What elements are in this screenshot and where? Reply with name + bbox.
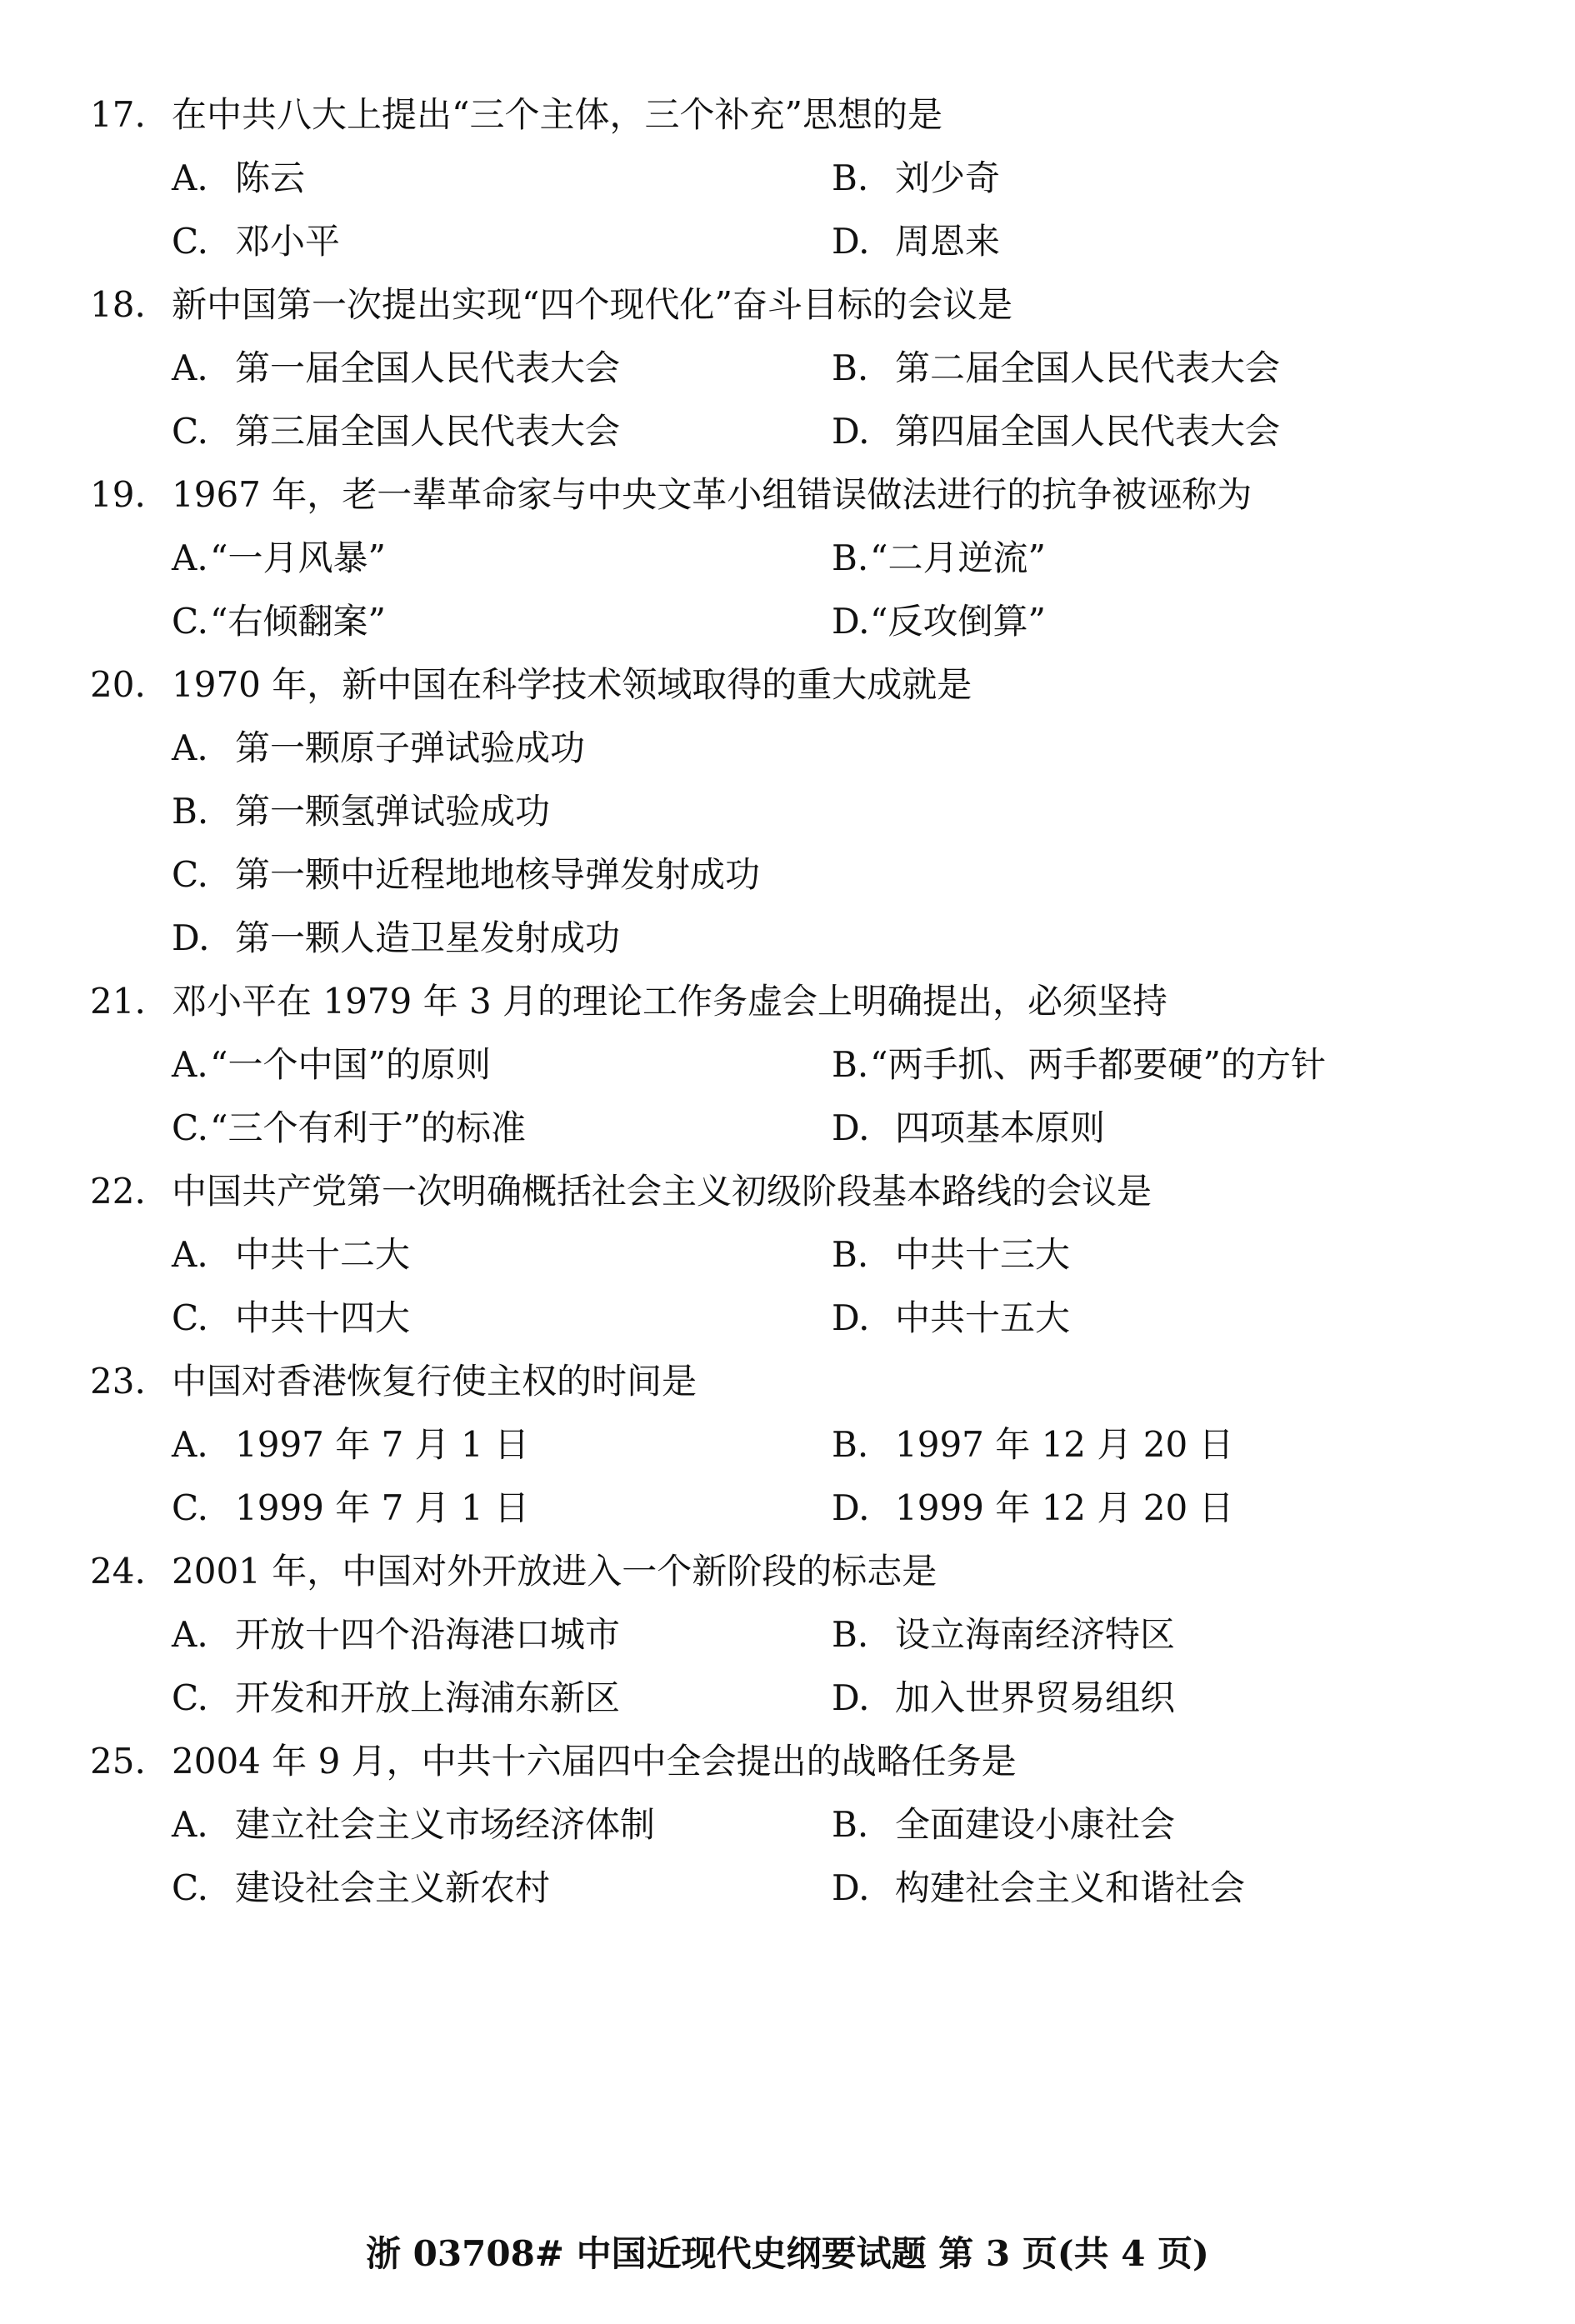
option-text: 建立社会主义市场经济体制	[235, 1804, 656, 1845]
option-text: 四项基本原则	[895, 1107, 1106, 1148]
option-a	[172, 527, 386, 590]
option-row	[90, 400, 1507, 463]
question-22	[90, 1160, 1507, 1350]
question-text: 1967 年，老一辈革命家与中央文革小组错误做法进行的抗争被诬称为	[172, 474, 1252, 515]
option-letter: A.	[172, 1614, 208, 1655]
option-c	[172, 1097, 526, 1160]
question-number: 22.	[90, 1171, 146, 1212]
question-stem	[90, 1540, 1507, 1603]
question-number: 19.	[90, 474, 146, 515]
question-text: 2001 年，中国对外开放进入一个新阶段的标志是	[172, 1551, 938, 1592]
option-letter: B.	[832, 1804, 869, 1845]
option-letter: D.	[832, 1107, 870, 1148]
option-row	[90, 843, 1507, 907]
question-stem	[90, 463, 1507, 527]
option-c	[172, 843, 760, 907]
option-text: 邓小平	[235, 221, 341, 262]
option-text: 1997 年 12 月 20 日	[895, 1424, 1234, 1465]
option-b	[832, 1413, 1234, 1477]
option-text: 1997 年 7 月 1 日	[235, 1424, 530, 1465]
option-letter: C.	[172, 411, 208, 452]
question-stem	[90, 1160, 1507, 1223]
option-row	[90, 147, 1507, 210]
option-c	[172, 1667, 620, 1730]
question-text: 1970 年，新中国在科学技术领域取得的重大成就是	[172, 664, 972, 705]
option-c	[172, 400, 620, 463]
option-d	[832, 210, 1000, 273]
option-text: “两手抓、两手都要硬”的方针	[870, 1044, 1326, 1085]
option-b	[832, 1223, 1070, 1287]
option-letter: B.	[832, 537, 869, 578]
option-a	[172, 337, 620, 400]
question-19	[90, 463, 1507, 653]
option-text: 开放十四个沿海港口城市	[235, 1614, 621, 1655]
option-letter: A.	[172, 157, 208, 198]
option-d	[832, 1097, 1105, 1160]
option-text: 1999 年 12 月 20 日	[895, 1487, 1234, 1528]
option-letter: D.	[832, 411, 870, 452]
option-a	[172, 147, 305, 210]
question-stem	[90, 273, 1507, 337]
question-text: 在中共八大上提出“三个主体，三个补充”思想的是	[172, 94, 942, 135]
option-c	[172, 1287, 410, 1350]
option-row	[90, 210, 1507, 273]
option-row	[90, 1097, 1507, 1160]
option-letter: C.	[172, 1297, 208, 1338]
option-c	[172, 590, 386, 653]
page-footer: 浙 03708# 中国近现代史纲要试题 第 3 页(共 4 页)	[366, 2233, 1209, 2274]
option-letter: D.	[832, 1297, 870, 1338]
option-c	[172, 1477, 529, 1540]
option-text: 构建社会主义和谐社会	[895, 1867, 1246, 1908]
option-letter: C.	[172, 601, 208, 642]
option-b	[832, 1603, 1175, 1667]
option-letter: D.	[832, 1677, 870, 1718]
option-row	[90, 1033, 1507, 1097]
option-b	[832, 527, 1046, 590]
option-row	[90, 1287, 1507, 1350]
option-letter: B.	[832, 1044, 869, 1085]
option-text: 第一届全国人民代表大会	[235, 347, 621, 388]
option-row	[90, 907, 1507, 970]
option-letter: A.	[172, 347, 208, 388]
option-text: 1999 年 7 月 1 日	[235, 1487, 530, 1528]
question-number: 23.	[90, 1361, 146, 1402]
option-text: 第一颗氢弹试验成功	[235, 791, 551, 832]
option-letter: D.	[172, 917, 210, 958]
question-text: 中国共产党第一次明确概括社会主义初级阶段基本路线的会议是	[172, 1171, 1152, 1212]
option-text: 全面建设小康社会	[895, 1804, 1176, 1845]
question-17	[90, 83, 1507, 273]
option-text: “三个有利于”的标准	[210, 1107, 526, 1148]
option-text: 中共十四大	[235, 1297, 411, 1338]
question-stem	[90, 653, 1507, 717]
option-a	[172, 1603, 620, 1667]
option-text: 陈云	[235, 157, 306, 198]
option-row	[90, 1603, 1507, 1667]
question-25	[90, 1730, 1507, 1920]
option-letter: C.	[172, 1107, 208, 1148]
option-row	[90, 590, 1507, 653]
question-text: 新中国第一次提出实现“四个现代化”奋斗目标的会议是	[172, 284, 1012, 325]
option-letter: B.	[832, 1614, 869, 1655]
option-text: 开发和开放上海浦东新区	[235, 1677, 621, 1718]
option-letter: C.	[172, 1677, 208, 1718]
option-text: 加入世界贸易组织	[895, 1677, 1176, 1718]
option-text: 设立海南经济特区	[895, 1614, 1176, 1655]
question-stem	[90, 970, 1507, 1033]
option-letter: B.	[832, 1424, 869, 1465]
option-letter: D.	[832, 1867, 870, 1908]
question-number: 25.	[90, 1741, 146, 1782]
option-letter: A.	[172, 727, 208, 768]
question-stem	[90, 83, 1507, 147]
option-letter: A.	[172, 1804, 208, 1845]
option-c	[172, 1857, 550, 1920]
option-d	[832, 1667, 1175, 1730]
option-row	[90, 1793, 1507, 1857]
option-row	[90, 717, 1507, 780]
option-letter: B.	[172, 791, 209, 832]
option-a	[172, 1793, 655, 1857]
option-d	[832, 1287, 1070, 1350]
option-b	[172, 780, 550, 843]
option-a	[172, 1413, 529, 1477]
question-text: 2004 年 9 月，中共十六届四中全会提出的战略任务是	[172, 1741, 1017, 1782]
option-text: 中共十三大	[895, 1234, 1071, 1275]
question-number: 24.	[90, 1551, 146, 1592]
option-letter: A.	[172, 1424, 208, 1465]
option-letter: A.	[172, 537, 208, 578]
option-row	[90, 337, 1507, 400]
option-letter: C.	[172, 854, 208, 895]
option-b	[832, 1033, 1326, 1097]
option-letter: D.	[832, 221, 870, 262]
question-18	[90, 273, 1507, 463]
question-number: 21.	[90, 981, 146, 1022]
option-d	[832, 1477, 1234, 1540]
question-20	[90, 653, 1507, 970]
question-text: 中国对香港恢复行使主权的时间是	[172, 1361, 698, 1402]
option-row	[90, 1223, 1507, 1287]
option-b	[832, 1793, 1175, 1857]
option-d	[172, 907, 620, 970]
option-text: 中共十二大	[235, 1234, 411, 1275]
option-row	[90, 1667, 1507, 1730]
option-letter: C.	[172, 221, 208, 262]
option-letter: C.	[172, 1867, 208, 1908]
question-number: 17.	[90, 94, 146, 135]
option-text: “右倾翻案”	[210, 601, 386, 642]
question-21	[90, 970, 1507, 1160]
option-text: 第三届全国人民代表大会	[235, 411, 621, 452]
option-letter: D.	[832, 1487, 870, 1528]
question-stem	[90, 1350, 1507, 1413]
option-row	[90, 1413, 1507, 1477]
option-letter: A.	[172, 1234, 208, 1275]
option-text: 第一颗中近程地地核导弹发射成功	[235, 854, 761, 895]
option-text: 刘少奇	[895, 157, 1001, 198]
option-letter: B.	[832, 1234, 869, 1275]
option-text: 第一颗原子弹试验成功	[235, 727, 586, 768]
question-number: 20.	[90, 664, 146, 705]
option-letter: D.	[832, 601, 870, 642]
option-text: 第二届全国人民代表大会	[895, 347, 1281, 388]
option-text: “二月逆流”	[870, 537, 1046, 578]
option-row	[90, 1857, 1507, 1920]
option-text: “反攻倒算”	[870, 601, 1046, 642]
option-letter: B.	[832, 347, 869, 388]
option-text: 建设社会主义新农村	[235, 1867, 551, 1908]
option-letter: C.	[172, 1487, 208, 1528]
option-text: 第一颗人造卫星发射成功	[235, 917, 621, 958]
option-text: 中共十五大	[895, 1297, 1071, 1338]
option-c	[172, 210, 340, 273]
option-row	[90, 527, 1507, 590]
option-row	[90, 780, 1507, 843]
option-a	[172, 1033, 491, 1097]
question-text: 邓小平在 1979 年 3 月的理论工作务虚会上明确提出，必须坚持	[172, 981, 1168, 1022]
option-text: 第四届全国人民代表大会	[895, 411, 1281, 452]
option-d	[832, 400, 1280, 463]
option-b	[832, 147, 1000, 210]
option-text: “一月风暴”	[210, 537, 386, 578]
option-letter: B.	[832, 157, 869, 198]
option-text: “一个中国”的原则	[210, 1044, 491, 1085]
option-b	[832, 337, 1280, 400]
question-24	[90, 1540, 1507, 1730]
question-number: 18.	[90, 284, 146, 325]
option-d	[832, 590, 1046, 653]
question-23	[90, 1350, 1507, 1540]
option-a	[172, 717, 585, 780]
option-row	[90, 1477, 1507, 1540]
option-letter: A.	[172, 1044, 208, 1085]
question-stem	[90, 1730, 1507, 1793]
option-text: 周恩来	[895, 221, 1001, 262]
option-a	[172, 1223, 410, 1287]
option-d	[832, 1857, 1245, 1920]
